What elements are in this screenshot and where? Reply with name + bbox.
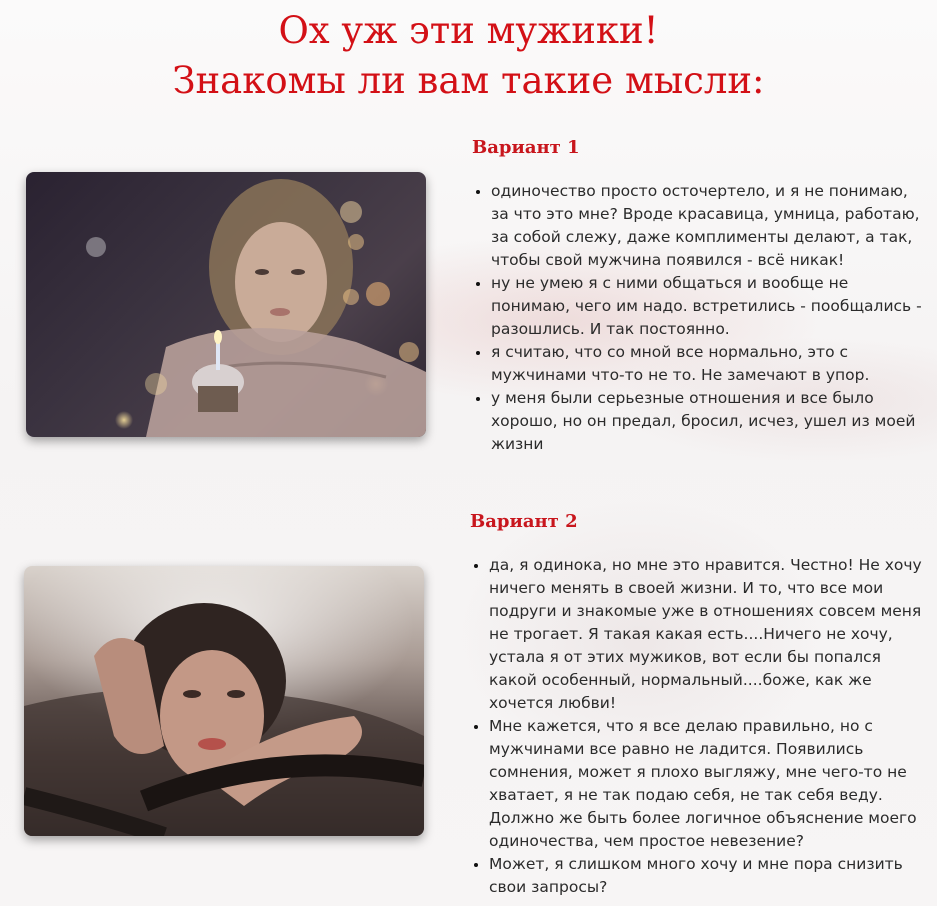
list-item: • Мне кажется, что я все делаю правильно, но с мужчинами все равно не ладится. Появились сомнения, может я плохо выгляжу, мне чего-то не хватает, я не так подаю себя, не так себя веду. Должно же быть более логичное объяснение моего одиночества, чем простое невезение? — [489, 715, 929, 853]
list-item: • да, я одинока, но мне это нравится. Честно! Не хочу ничего менять в своей жизни. И то, что все мои подруги и знакомые уже в отношениях совсем меня не трогает. Я такая какая есть....Ничего не хочу, устала я от этих мужиков, вот если бы попался какой особенный, нормальный....боже, как же хочется любви! — [489, 554, 929, 715]
page-title-line-2: Знакомы ли вам такие мысли: — [172, 59, 765, 102]
page-title — [0, 6, 937, 106]
variant-2-list — [470, 554, 929, 899]
list-item: • у меня были серьезные отношения и все было хорошо, но он предал, бросил, исчез, ушел из моей жизни — [491, 387, 927, 456]
page-title-line-1: Ох уж эти мужики! — [278, 9, 659, 52]
variant-1-photo-illustration — [26, 172, 426, 437]
list-item: • одиночество просто осточертело, и я не понимаю, за что это мне? Вроде красавица, умница, работаю, за собой слежу, даже комплименты делают, а так, чтобы свой мужчина появился - всё никак! — [491, 180, 927, 272]
list-item: • ну не умею я с ними общаться и вообще не понимаю, чего им надо. встретились - пообщались - разошлись. И так постоянно. — [491, 272, 927, 341]
variant-1-list — [472, 180, 927, 456]
variant-2-photo-woman-in-car — [24, 566, 424, 836]
variant-2-photo-illustration — [24, 566, 424, 836]
variant-1-photo-woman-at-window — [26, 172, 426, 437]
list-item: • Может, я слишком много хочу и мне пора снизить свои запросы? — [489, 853, 929, 899]
list-item: • я считаю, что со мной все нормально, это с мужчинами что-то не то. Не замечают в упор. — [491, 341, 927, 387]
variant-1-heading: Вариант 1 — [472, 137, 580, 158]
variant-2-heading: Вариант 2 — [470, 511, 578, 532]
